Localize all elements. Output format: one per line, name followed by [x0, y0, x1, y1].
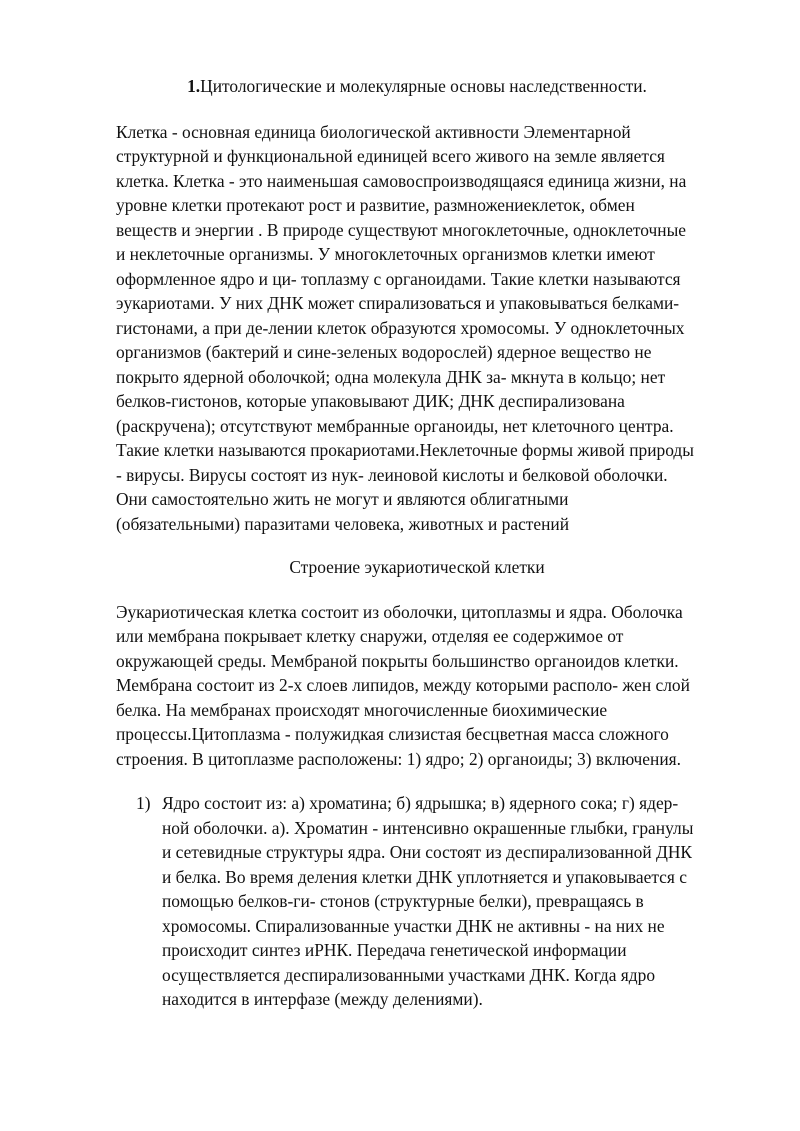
- paragraph-eukaryotic-cell: [116, 600, 718, 772]
- text-line: покрыто ядерной оболочкой; одна молекула ДНК за- мкнута в кольцо; нет: [116, 366, 666, 387]
- text-line: Клетка - основная единица биологической активности Элементарной: [116, 121, 631, 142]
- numbered-list: [116, 791, 718, 1012]
- section-subtitle: Строение эукариотической клетки: [289, 557, 545, 577]
- text-line: белка. На мембранах происходят многочисленные биохимические: [116, 699, 608, 720]
- text-line: - вирусы. Вирусы состоят из нук- леиновой кислоты и белковой оболочки.: [116, 464, 668, 485]
- text-line: Они самостоятельно жить не могут и являются облигатными: [116, 489, 569, 509]
- text-line: находится в интерфазе (между делениями).: [162, 989, 483, 1009]
- text-line: (раскручена); отсутствуют мембранные органоиды, нет клеточного центра.: [116, 415, 674, 436]
- text-line: Ядро состоит из: а) хроматина; б) ядрышка; в) ядерного сока; г) ядер-: [162, 793, 679, 813]
- paragraph-cell-intro: [116, 120, 718, 537]
- list-item: [116, 791, 718, 1012]
- text-line: и неклеточные организмы. У многоклеточных организмов клетки имеют: [116, 244, 655, 264]
- text-line: уровне клетки протекают рост и развитие, размножениеклеток, обмен: [116, 195, 635, 215]
- page-title: [116, 74, 718, 99]
- text-line: белков-гистонов, которые упаковывают ДИК; ДНК деспирализована: [116, 391, 625, 411]
- text-line: организмов (бактерий и сине-зеленых водорослей) ядерное вещество не: [116, 342, 652, 362]
- text-line: веществ и энергии . В природе существуют многоклеточные, одноклеточные: [116, 219, 686, 240]
- text-line: эукариотами. У них ДНК может спирализоваться и упаковываться белками-: [116, 293, 680, 313]
- text-line: ной оболочки. а). Хроматин - интенсивно окрашенные глыбки, гранулы: [162, 817, 694, 838]
- list-marker: 1): [136, 793, 151, 813]
- text-line: и сетевидные структуры ядра. Они состоят из деспирализованной ДНК: [162, 842, 693, 862]
- text-line: Мембрана состоит из 2-х слоев липидов, между которыми располо- жен слой: [116, 675, 690, 695]
- text-line: окружающей среды. Мембраной покрыты большинство органоидов клетки.: [116, 650, 679, 671]
- text-line: осуществляется деспирализованными участками ДНК. Когда ядро: [162, 964, 656, 985]
- text-line: Такие клетки называются прокариотами.Неклеточные формы живой природы: [116, 440, 694, 460]
- text-line: происходит синтез иРНК. Передача генетической информации: [162, 940, 627, 960]
- text-line: оформленное ядро и ци- топлазму с органоидами. Такие клетки называются: [116, 268, 681, 289]
- title-text: Цитологические и молекулярные основы наследственности.: [200, 76, 647, 96]
- text-line: помощью белков-ги- стонов (структурные белки), превращаясь в: [162, 891, 644, 911]
- text-line: структурной и функциональной единицей всего живого на земле является: [116, 146, 665, 166]
- text-line: (обязательными) паразитами человека, животных и растений: [116, 513, 570, 534]
- text-line: Эукариотическая клетка состоит из оболочки, цитоплазмы и ядра. Оболочка: [116, 601, 683, 622]
- text-line: хромосомы. Спирализованные участки ДНК не активны - на них не: [162, 915, 665, 936]
- text-line: процессы.Цитоплазма - полужидкая слизистая бесцветная масса сложного: [116, 724, 669, 744]
- text-line: клетка. Клетка - это наименьшая самовоспроизводящаяся единица жизни, на: [116, 170, 687, 191]
- title-number: 1.: [187, 76, 201, 96]
- text-line: или мембрана покрывает клетку снаружи, отделяя ее содержимое от: [116, 626, 624, 646]
- text-line: гистонами, а при де-лении клеток образуются хромосомы. У одноклеточных: [116, 317, 685, 338]
- text-line: и белка. Во время деления клетки ДНК уплотняется и упаковывается с: [162, 866, 687, 887]
- text-line: строения. В цитоплазме расположены: 1) ядро; 2) органоиды; 3) включения.: [116, 748, 681, 769]
